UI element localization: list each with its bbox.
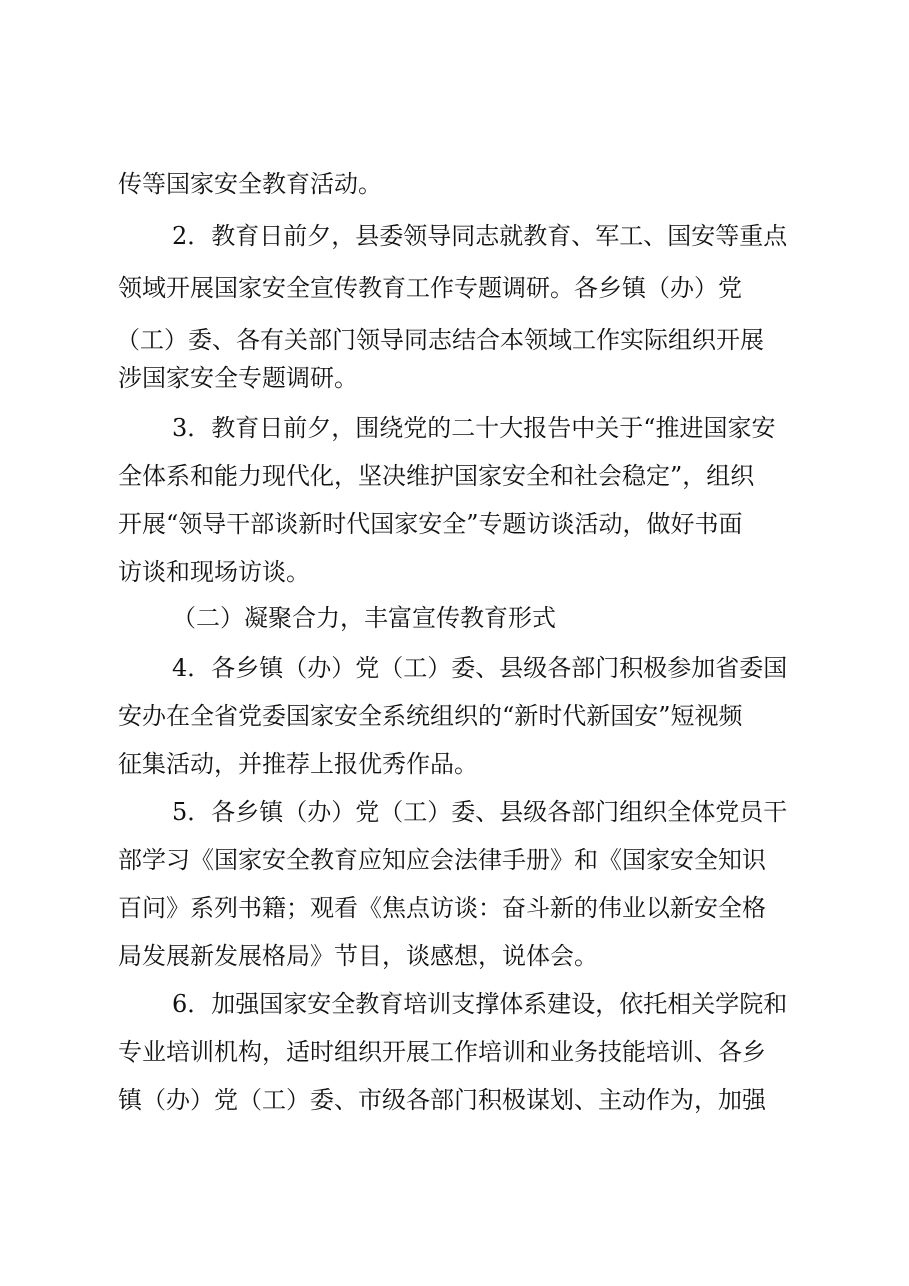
text-line [0, 744, 909, 784]
text-line [0, 504, 909, 544]
text-line [0, 552, 909, 592]
line-text: 5．各乡镇（办）党（工）委、县级各部门组织全体党员干 [172, 798, 788, 826]
line-text: 领域开展国家安全宣传教育工作专题调研。各乡镇（办）党 [118, 274, 742, 302]
line-text: 6．加强国家安全教育培训支撑体系建设，依托相关学院和 [172, 990, 788, 1018]
line-text: 4．各乡镇（办）党（工）委、县级各部门积极参加省委国 [172, 654, 788, 682]
text-line [0, 456, 909, 496]
text-line [0, 408, 909, 448]
text-line [0, 792, 909, 832]
text-line [0, 1032, 909, 1072]
line-text: 镇（办）党（工）委、市级各部门积极谋划、主动作为，加强 [118, 1086, 766, 1114]
text-line [0, 936, 909, 976]
line-text: （工）委、各有关部门领导同志结合本领域工作实际组织开展 [116, 326, 764, 354]
section-heading [0, 598, 909, 638]
line-text: 安办在全省党委国家安全系统组织的“新时代新国安”短视频 [118, 702, 743, 730]
line-text: 部学习《国家安全教育应知应会法律手册》和《国家安全知识 [118, 846, 766, 874]
line-text: 2．教育日前夕，县委领导同志就教育、军工、国安等重点 [172, 222, 788, 250]
line-text: 开展“领导干部谈新时代国家安全”专题访谈活动，做好书面 [118, 510, 743, 538]
line-text: 百问》系列书籍；观看《焦点访谈：奋斗新的伟业以新安全格 [118, 894, 766, 922]
line-text: 征集活动，并推荐上报优秀作品。 [118, 750, 478, 778]
text-line [0, 1080, 909, 1120]
text-line [0, 648, 909, 688]
text-line [0, 320, 909, 360]
line-text: 专业培训机构，适时组织开展工作培训和业务技能培训、各乡 [118, 1038, 766, 1066]
text-line [0, 358, 909, 398]
text-line [0, 696, 909, 736]
line-text: 访谈和现场访谈。 [118, 558, 310, 586]
line-text: 全体系和能力现代化，坚决维护国家安全和社会稳定”，组织 [118, 462, 755, 490]
text-line [0, 888, 909, 928]
text-line [0, 216, 909, 256]
text-line [0, 268, 909, 308]
text-line [0, 984, 909, 1024]
text-line [0, 164, 909, 204]
line-text: 传等国家安全教育活动。 [118, 170, 382, 198]
section-heading-text: （二）凝聚合力，丰富宣传教育形式 [172, 604, 556, 632]
line-text: 局发展新发展格局》节目，谈感想，说体会。 [118, 942, 598, 970]
line-text: 3．教育日前夕，围绕党的二十大报告中关于“推进国家安 [172, 414, 776, 442]
text-line [0, 840, 909, 880]
line-text: 涉国家安全专题调研。 [118, 364, 358, 392]
